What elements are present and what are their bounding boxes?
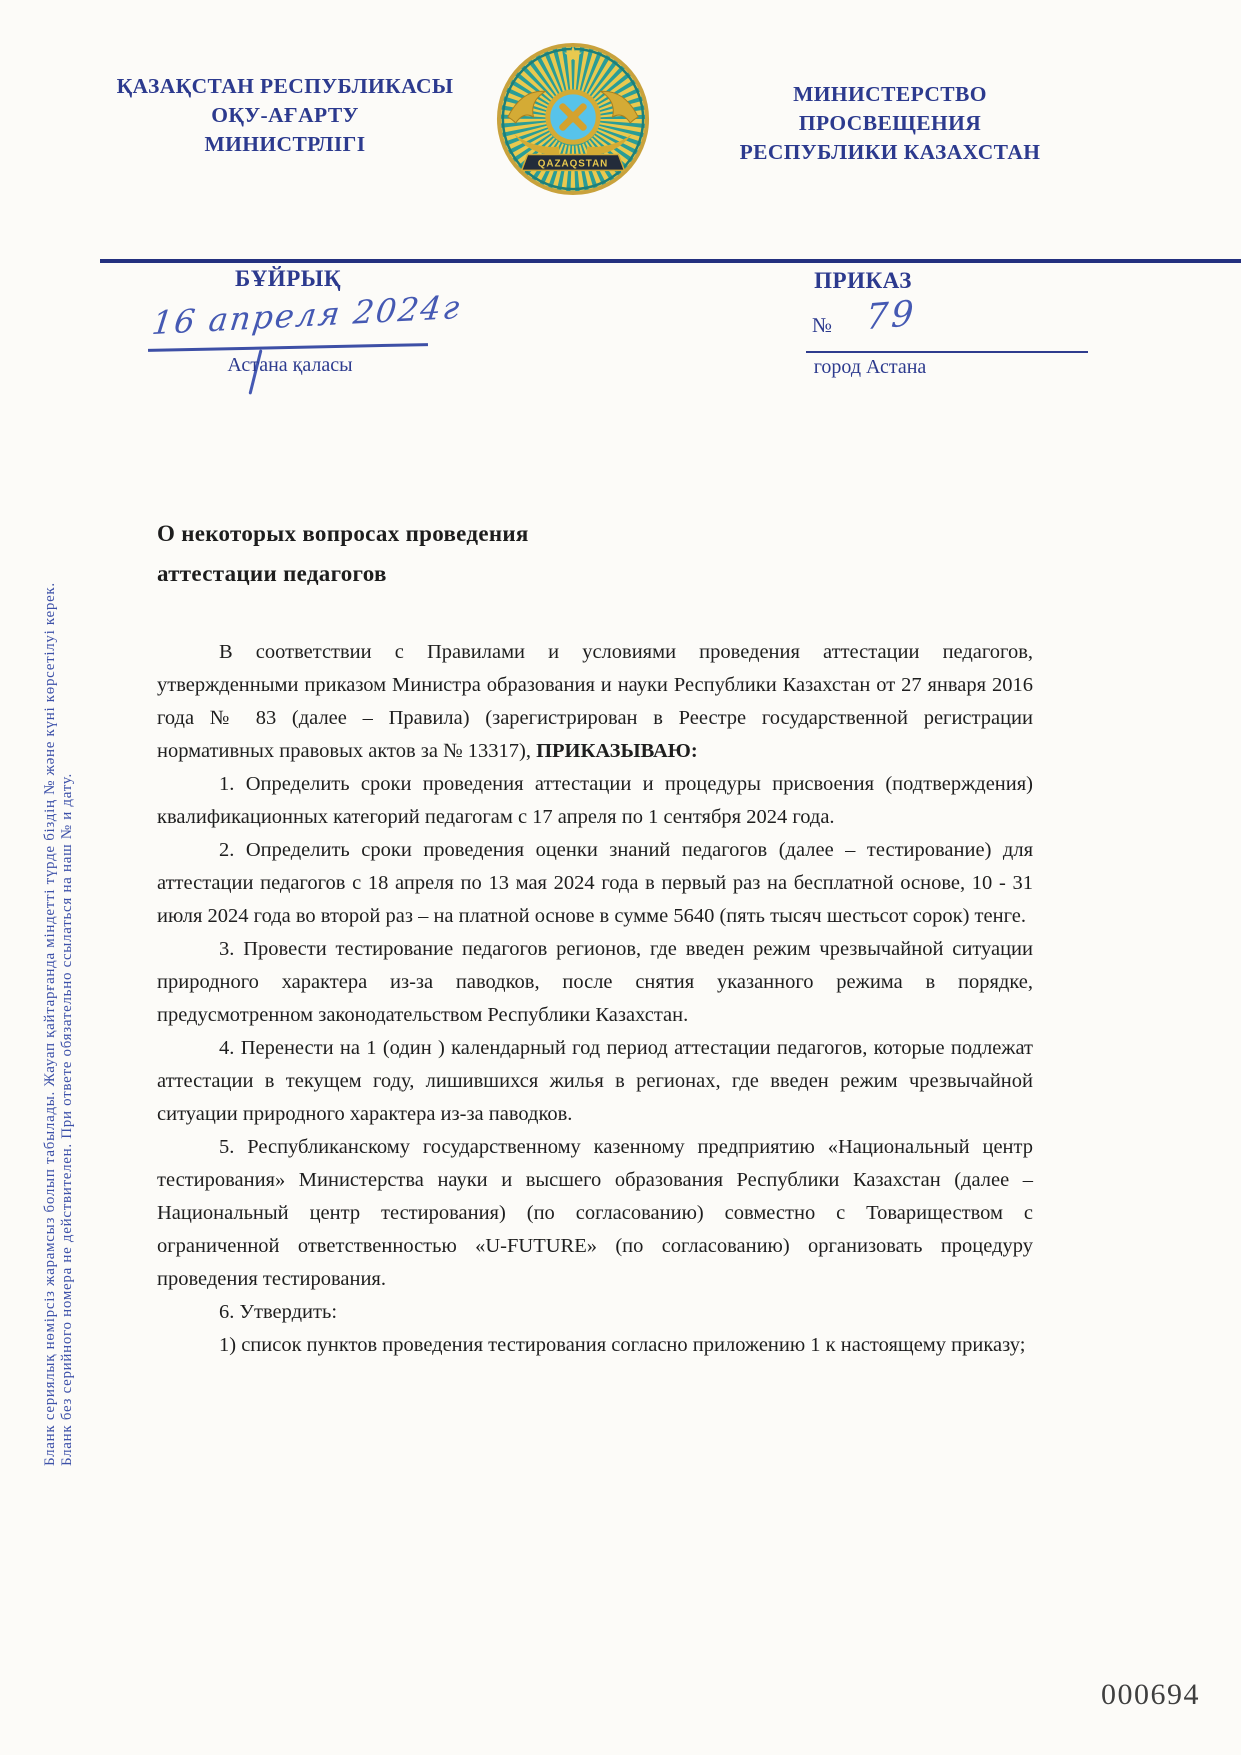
paragraph-7: 1) список пунктов проведения тестирования согласно приложению 1 к настоящему приказу;	[219, 1334, 1026, 1356]
document-title-line2: аттестации педагогов	[157, 561, 387, 586]
handwritten-date: 16 апреля 2024г	[149, 287, 464, 343]
document-title-line1: О некоторых вопросах проведения	[157, 521, 529, 546]
org-right-line3: РЕСПУБЛИКИ КАЗАХСТАН	[739, 140, 1041, 164]
order-label-kazakh: БҰЙРЫҚ	[234, 266, 342, 291]
ministry-name-russian	[700, 80, 1080, 167]
paragraph-2: 2. Определить сроки проведения оценки знаний педагогов (далее – тестирование) для аттестации педагогов с 18 апреля по 13 мая 2024 года в первый раз на бесплатной основе, 10 - 31 июля 2024 года во второй раз – на платной основе в сумме 5640 (пять тысяч шестьсот сорок) тенге.	[157, 839, 1033, 927]
org-left-line1: ҚАЗАҚСТАН РЕСПУБЛИКАСЫ	[116, 74, 454, 98]
side-note-kazakh: Бланк сериялық нөмірсіз жарамсыз болып табылады. Жауап қайтарғанда міндетті түрде біздің № және күні көрсетілуі керек.	[42, 582, 58, 1466]
ministry-name-kazakh	[100, 72, 470, 159]
city-russian: город Астана	[813, 356, 927, 378]
org-right-line1: МИНИСТЕРСТВО	[793, 82, 987, 106]
intro-directive: ПРИКАЗЫВАЮ:	[536, 740, 698, 762]
order-label-russian: ПРИКАЗ	[814, 268, 912, 293]
header-divider-rule	[100, 259, 1241, 263]
emblem-banner-text: QAZAQSTAN	[537, 158, 609, 170]
paragraph-1: 1. Определить сроки проведения аттестации и процедуры присвоения (подтверждения) квалификационных категорий педагогам с 17 апреля по 1 сентября 2024 года.	[157, 773, 1033, 828]
document-body	[157, 636, 1033, 1362]
date-underline	[148, 343, 428, 352]
number-underline	[806, 351, 1088, 353]
number-sign: №	[812, 313, 833, 337]
org-left-line3: МИНИСТРЛІГІ	[204, 132, 366, 156]
paragraph-6: 6. Утвердить:	[219, 1301, 338, 1323]
org-left-line2: ОҚУ-АҒАРТУ	[211, 103, 359, 127]
org-right-line2: ПРОСВЕЩЕНИЯ	[798, 111, 982, 135]
handwritten-order-number: 79	[865, 293, 918, 339]
paragraph-5: 5. Республиканскому государственному казенному предприятию «Национальный центр тестирования» Министерства науки и высшего образования Республики Казахстан (далее – Национальный центр тестирования) (по согласованию) совместно с Товариществом с ограниченной ответственностью «U-FUTURE» (по согласованию) организовать процедуру проведения тестирования.	[157, 1136, 1033, 1290]
form-side-note	[42, 436, 76, 1466]
paragraph-4: 4. Перенести на 1 (один ) календарный год период аттестации педагогов, которые подлежат аттестации в текущем году, лишившихся жилья в регионах, где введен режим чрезвычайной ситуации природного характера из-за паводков.	[157, 1037, 1033, 1125]
intro-text: В соответствии с Правилами и условиями проведения аттестации педагогов, утвержденными приказом Министра образования и науки Республики Казахстан от 27 января 2016 года № 83 (далее – Правила) (зарегистрирован в Реестре государственной регистрации нормативных правовых актов за № 13317),	[157, 641, 1033, 762]
kazakhstan-state-emblem-icon	[494, 40, 652, 198]
side-note-russian: Бланк без серийного номера не действителен. При ответе обязательно ссылаться на наш № и дату.	[59, 773, 75, 1466]
blank-serial-number: 000694	[1101, 1678, 1200, 1711]
document-title	[157, 514, 857, 594]
intro-paragraph	[157, 636, 1033, 768]
city-kazakh: Астана қаласы	[227, 354, 353, 376]
paragraph-3: 3. Провести тестирование педагогов регионов, где введен режим чрезвычайной ситуации природного характера из-за паводков, после снятия указанного режима в порядке, предусмотренном законодательством Республики Казахстан.	[157, 938, 1033, 1026]
